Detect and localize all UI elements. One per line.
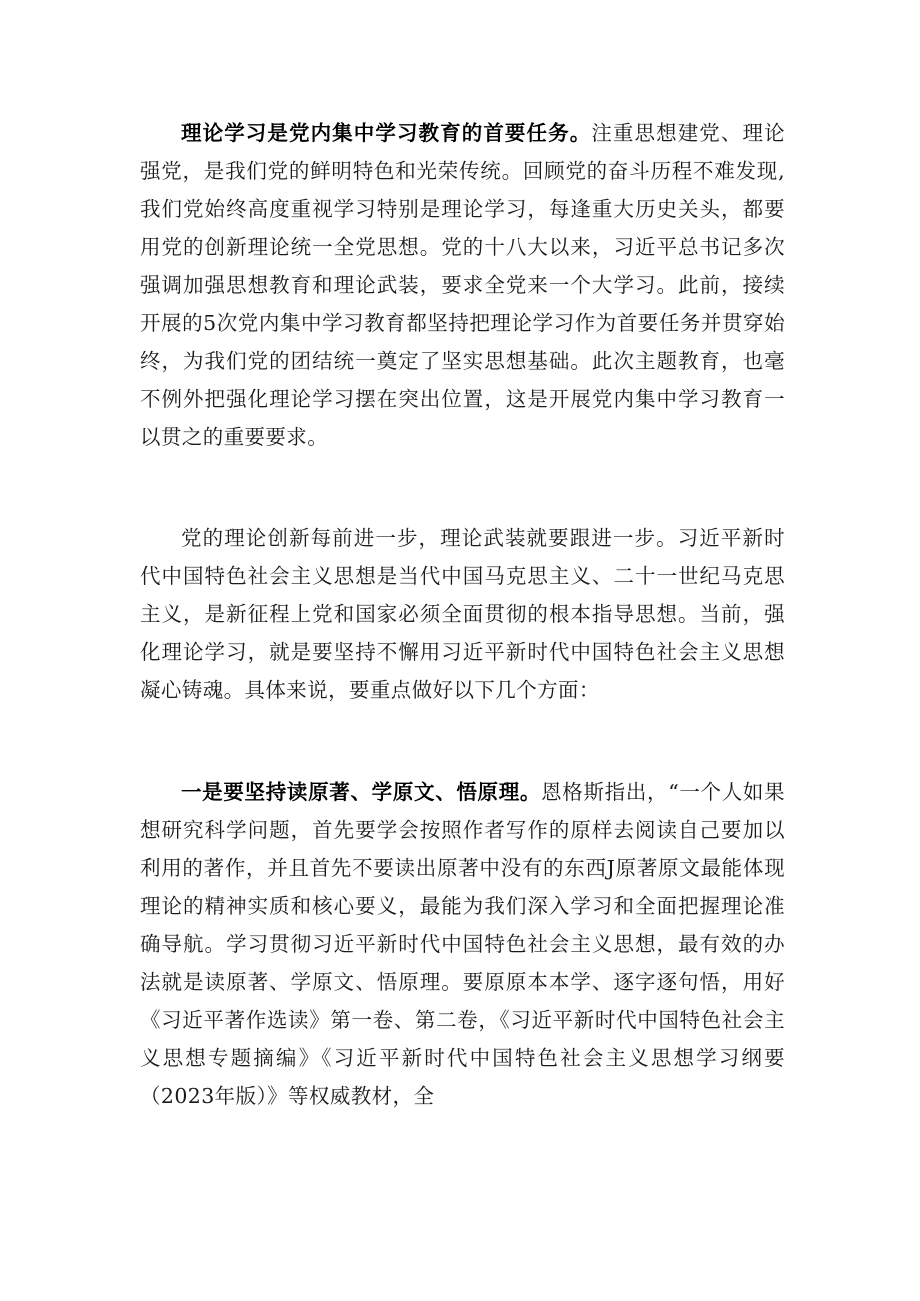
paragraph-body: 党的理论创新每前进一步，理论武装就要跟进一步。习近平新时代中国特色社会主义思想是当代中国马克思主义、二十一世纪马克思主义，是新征程上党和国家必须全面贯彻的根本指导思想。当前，强化理论学习，就是要坚持不懈用习近平新时代中国特色社会主义思想凝心铸魂。具体来说，要重点做好以下几个方面： [140, 526, 785, 702]
paragraph-body: 恩格斯指出，“一个人如果想研究科学问题，首先要学会按照作者写作的原样去阅读自己要加以利用的著作，并且首先不要读出原著中没有的东西J原著原文最能体现理论的精神实质和核心要义，最能为我们深入学习和全面把握理论准确导航。学习贯彻习近平新时代中国特色社会主义思想，最有效的办法就是读原著、学原文、悟原理。要原原本本学、逐字逐句悟，用好《习近平著作选读》第一卷、第二卷，《习近平新时代中国特色社会主义思想专题摘编》《习近平新时代中国特色社会主义思想学习纲要（2023年版）》等权威教材，全 [140, 780, 785, 1108]
paragraph-lead-bold: 理论学习是党内集中学习教育的首要任务。 [181, 121, 592, 145]
paragraph-lead-bold: 一是要坚持读原著、学原文、悟原理。 [181, 780, 542, 804]
paragraph-theory-innovation [140, 519, 785, 709]
paragraph-theory-study-task [140, 114, 785, 456]
paragraph-body: 注重思想建党、理论强党，是我们党的鲜明特色和光荣传统。回顾党的奋斗历程不难发现,我们党始终高度重视学习特别是理论学习，每逢重大历史关头，都要用党的创新理论统一全党思想。党的十八大以来，习近平总书记多次强调加强思想教育和理论武装，要求全党来一个大学习。此前，接续开展的5次党内集中学习教育都坚持把理论学习作为首要任务并贯穿始终，为我们党的团结统一奠定了坚实思想基础。此次主题教育，也毫不例外把强化理论学习摆在突出位置，这是开展党内集中学习教育一以贯之的重要要求。 [140, 121, 785, 449]
paragraph-read-originals [140, 773, 785, 1115]
